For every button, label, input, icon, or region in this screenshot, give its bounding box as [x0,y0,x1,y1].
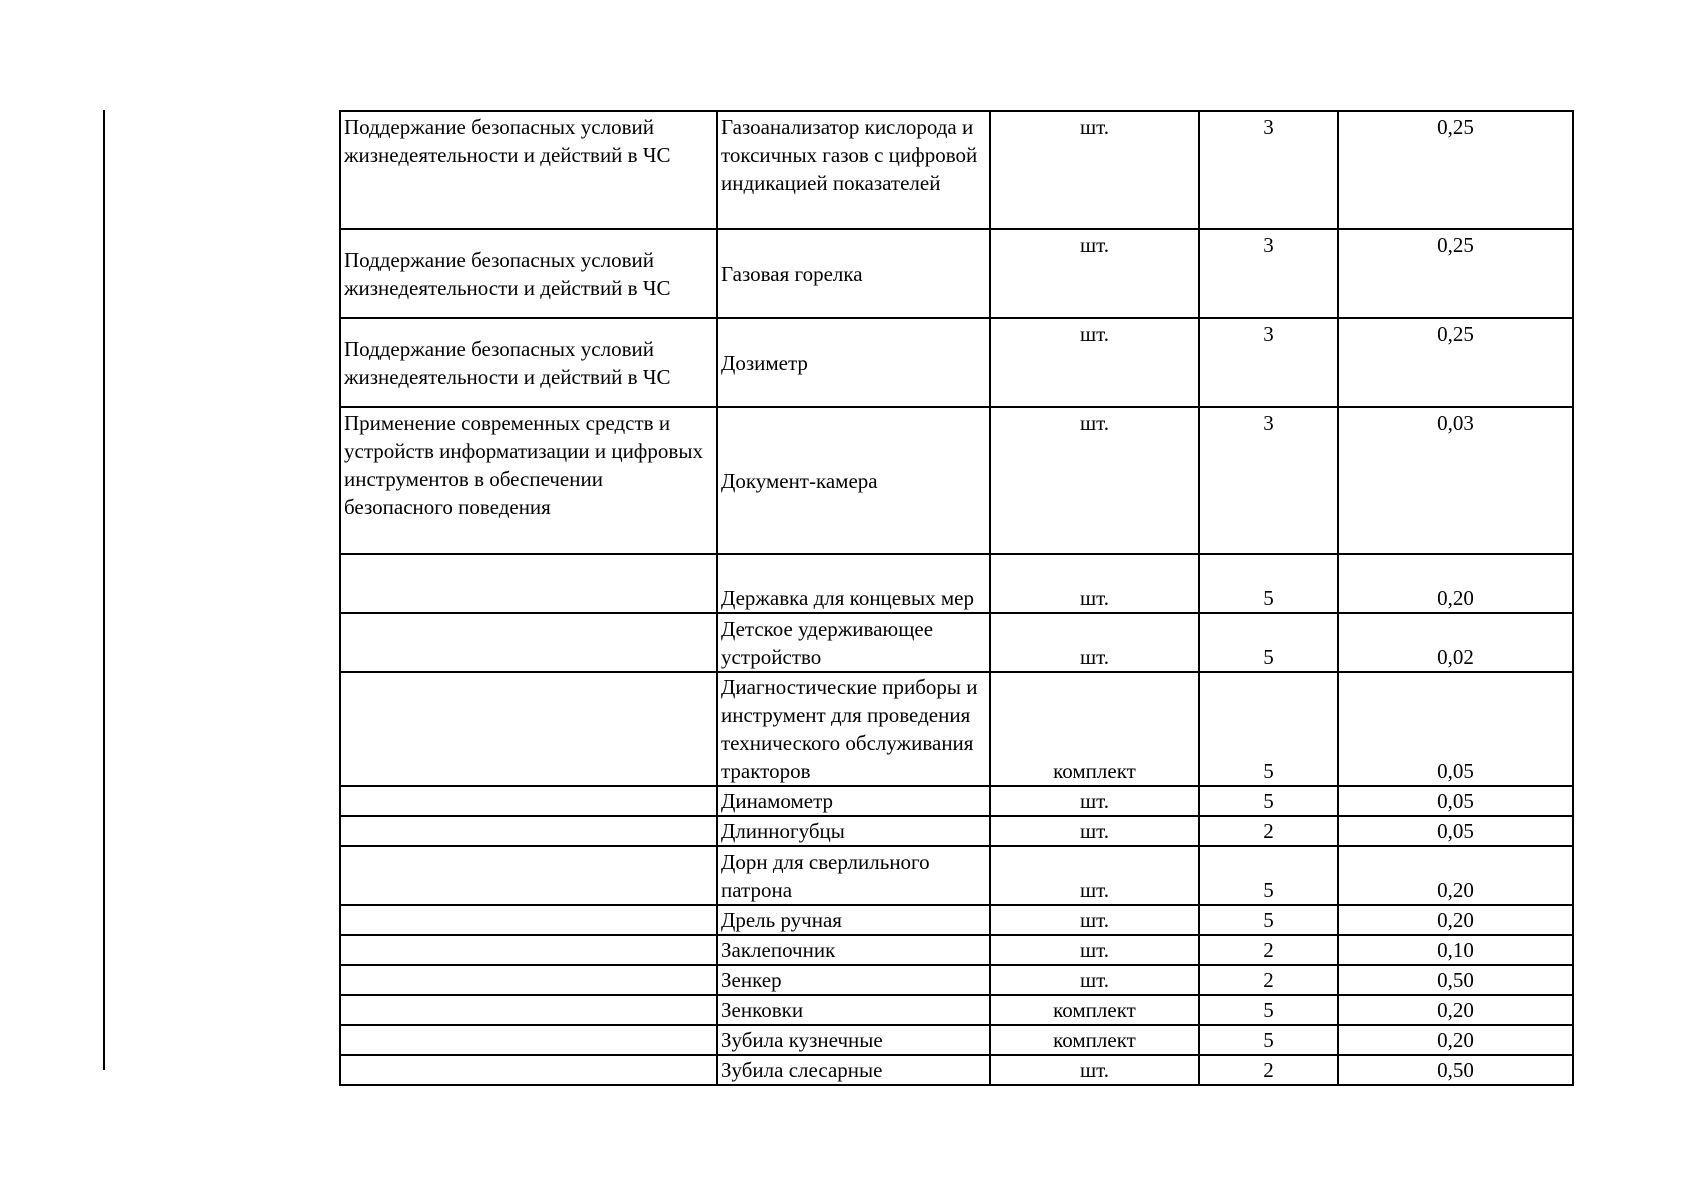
item-name-cell: Заклепочник [717,935,990,965]
item-name-cell: Газоанализатор кислорода и токсичных газов с цифровой индикацией показателей [717,111,990,229]
table-row [340,965,1573,995]
unit-cell: шт. [990,1055,1199,1085]
item-name-cell: Документ-камера [717,407,990,554]
coefficient-cell: 0,05 [1338,786,1573,816]
quantity-cell: 3 [1199,111,1338,229]
table-row [340,229,1573,318]
item-name-cell: Детское удерживающее устройство [717,613,990,672]
area-cell [340,786,717,816]
unit-cell: шт. [990,407,1199,554]
quantity-cell: 5 [1199,613,1338,672]
item-name-cell: Диагностические приборы и инструмент для проведения технического обслуживания тракторов [717,672,990,786]
table-row [340,672,1573,786]
item-name-cell: Дрель ручная [717,905,990,935]
item-name-cell: Дозиметр [717,318,990,407]
quantity-cell: 2 [1199,1055,1338,1085]
coefficient-cell: 0,02 [1338,613,1573,672]
item-name-cell: Дорн для сверлильного патрона [717,846,990,905]
table-row [340,816,1573,846]
item-name-cell: Газовая горелка [717,229,990,318]
table-row [340,318,1573,407]
quantity-cell: 5 [1199,786,1338,816]
unit-cell: шт. [990,786,1199,816]
table-row [340,1055,1573,1085]
item-name-cell: Динамометр [717,786,990,816]
area-cell [340,1055,717,1085]
area-cell [340,935,717,965]
coefficient-cell: 0,03 [1338,407,1573,554]
area-cell [340,965,717,995]
table-row [340,613,1573,672]
area-cell [340,1025,717,1055]
quantity-cell: 2 [1199,935,1338,965]
item-name-cell: Зубила слесарные [717,1055,990,1085]
coefficient-cell: 0,20 [1338,905,1573,935]
area-cell [340,816,717,846]
area-cell [340,995,717,1025]
area-cell [340,613,717,672]
quantity-cell: 5 [1199,905,1338,935]
unit-cell: комплект [990,995,1199,1025]
coefficient-cell: 0,25 [1338,111,1573,229]
unit-cell: шт. [990,905,1199,935]
unit-cell: комплект [990,1025,1199,1055]
unit-cell: шт. [990,613,1199,672]
margin-line [103,110,105,1070]
item-name-cell: Зенковки [717,995,990,1025]
area-cell: Поддержание безопасных условий жизнедеятельности и действий в ЧС [340,318,717,407]
item-name-cell: Зенкер [717,965,990,995]
quantity-cell: 5 [1199,846,1338,905]
coefficient-cell: 0,05 [1338,672,1573,786]
unit-cell: комплект [990,672,1199,786]
area-cell: Применение современных средств и устройств информатизации и цифровых инструментов в обеспечении безопасного поведения [340,407,717,554]
quantity-cell: 5 [1199,554,1338,613]
coefficient-cell: 0,25 [1338,229,1573,318]
quantity-cell: 3 [1199,229,1338,318]
unit-cell: шт. [990,111,1199,229]
quantity-cell: 5 [1199,995,1338,1025]
coefficient-cell: 0,50 [1338,1055,1573,1085]
unit-cell: шт. [990,935,1199,965]
quantity-cell: 3 [1199,407,1338,554]
area-cell: Поддержание безопасных условий жизнедеятельности и действий в ЧС [340,111,717,229]
quantity-cell: 2 [1199,965,1338,995]
table-row [340,846,1573,905]
area-cell [340,846,717,905]
quantity-cell: 3 [1199,318,1338,407]
table-row [340,786,1573,816]
unit-cell: шт. [990,318,1199,407]
unit-cell: шт. [990,816,1199,846]
area-cell: Поддержание безопасных условий жизнедеятельности и действий в ЧС [340,229,717,318]
table-row [340,1025,1573,1055]
coefficient-cell: 0,20 [1338,554,1573,613]
unit-cell: шт. [990,965,1199,995]
table-row [340,935,1573,965]
item-name-cell: Зубила кузнечные [717,1025,990,1055]
quantity-cell: 5 [1199,1025,1338,1055]
coefficient-cell: 0,20 [1338,1025,1573,1055]
area-cell [340,672,717,786]
coefficient-cell: 0,20 [1338,995,1573,1025]
area-cell [340,554,717,613]
unit-cell: шт. [990,554,1199,613]
item-name-cell: Державка для концевых мер [717,554,990,613]
table-row [340,995,1573,1025]
coefficient-cell: 0,20 [1338,846,1573,905]
table-row [340,554,1573,613]
area-cell [340,905,717,935]
coefficient-cell: 0,25 [1338,318,1573,407]
table-row [340,111,1573,229]
coefficient-cell: 0,05 [1338,816,1573,846]
table-row [340,905,1573,935]
quantity-cell: 5 [1199,672,1338,786]
unit-cell: шт. [990,229,1199,318]
coefficient-cell: 0,50 [1338,965,1573,995]
table-row [340,407,1573,554]
quantity-cell: 2 [1199,816,1338,846]
equipment-table [339,110,1574,1086]
unit-cell: шт. [990,846,1199,905]
coefficient-cell: 0,10 [1338,935,1573,965]
item-name-cell: Длинногубцы [717,816,990,846]
